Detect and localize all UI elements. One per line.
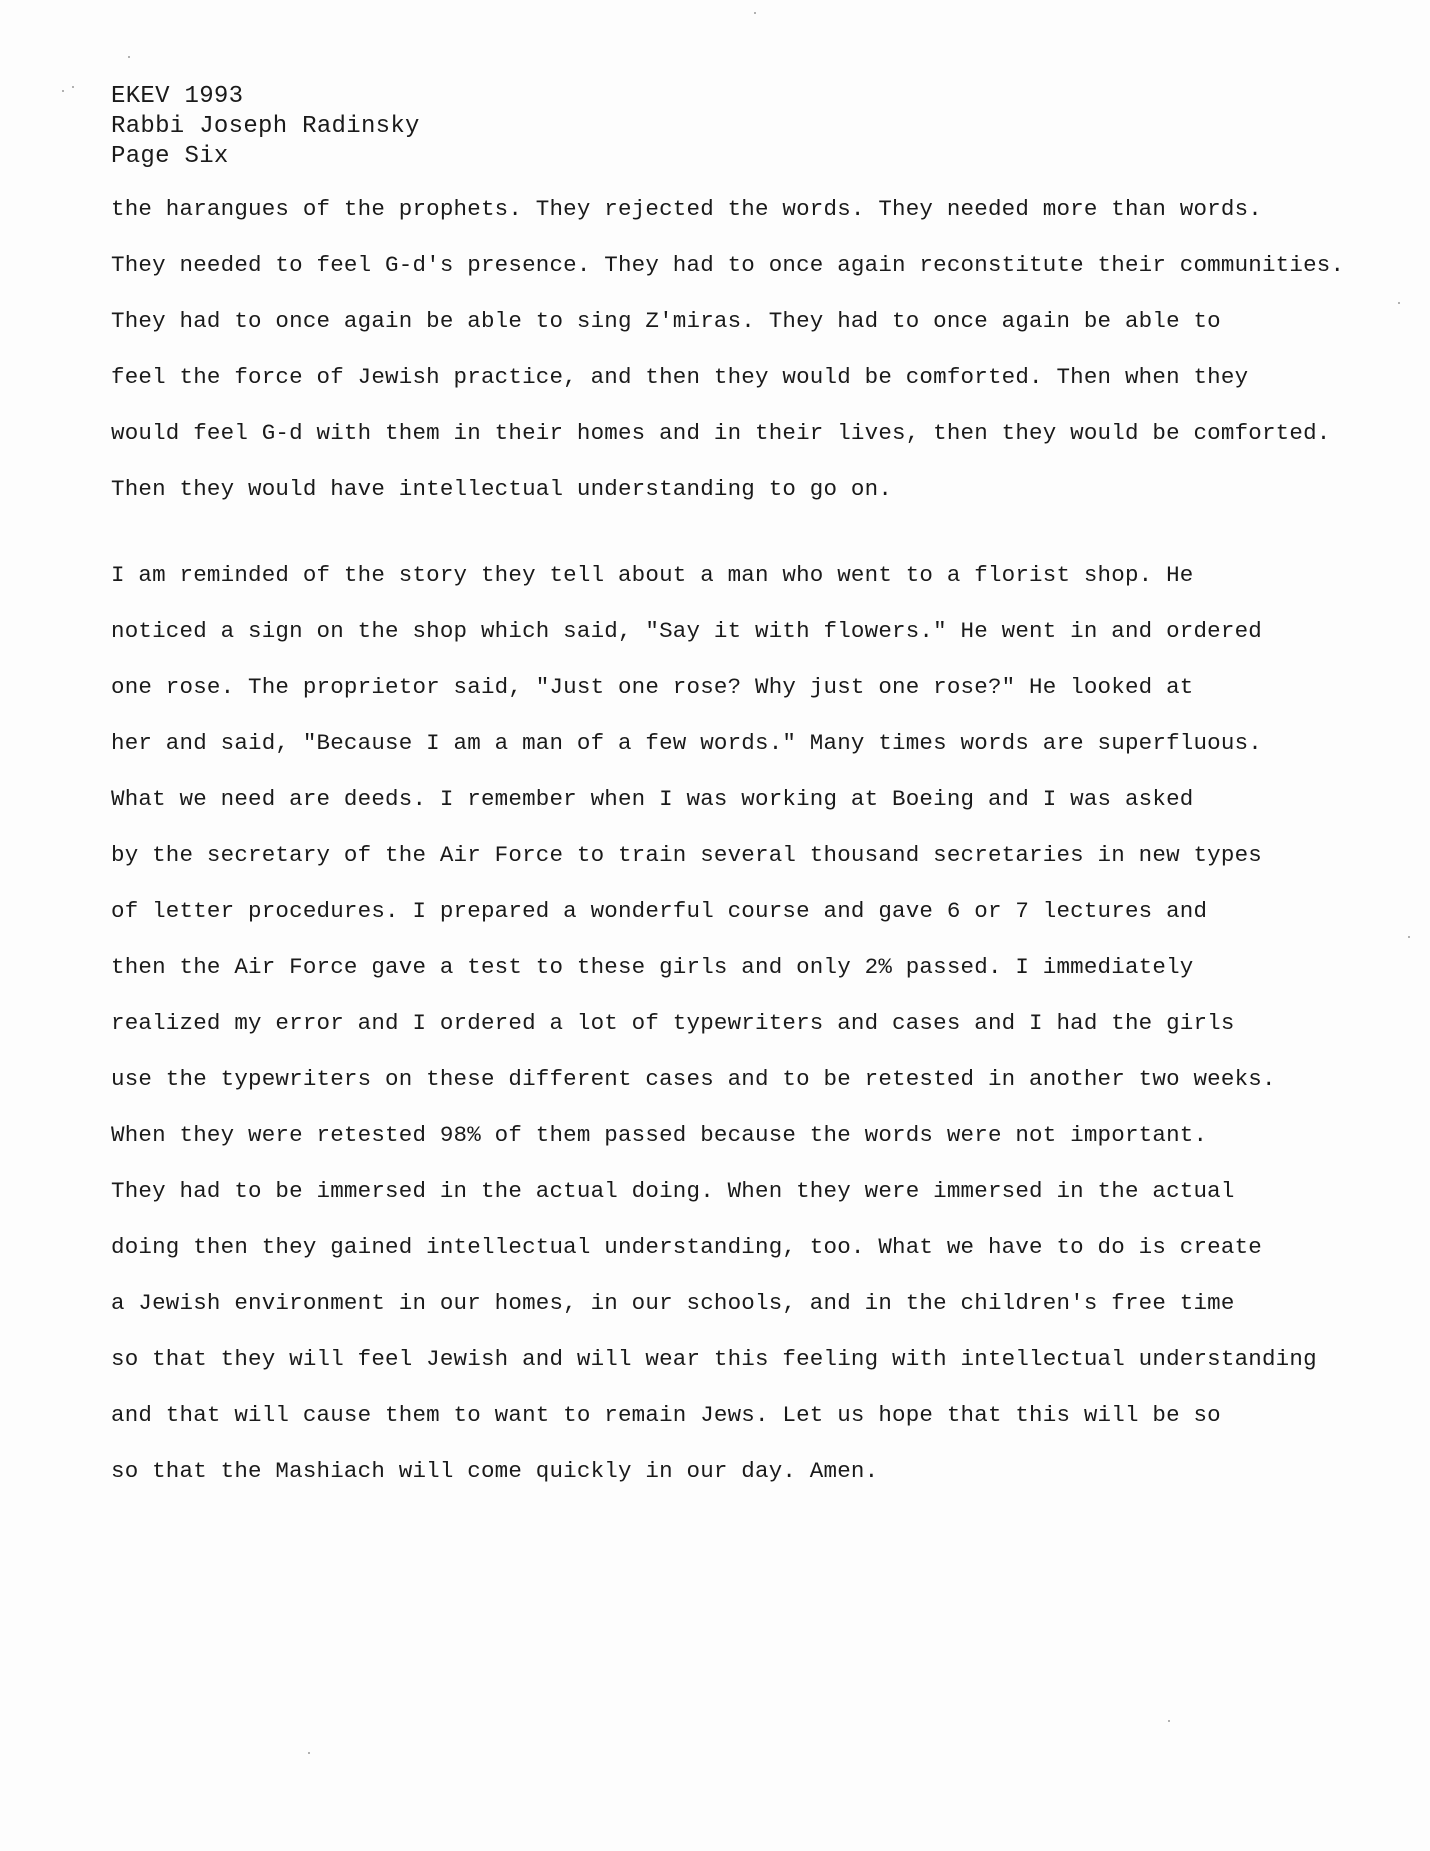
- text-line: doing then they gained intellectual understanding, too. What we have to do is create: [111, 1234, 1262, 1260]
- header-page-number: Page Six: [111, 143, 229, 170]
- scan-speck: [1408, 936, 1410, 938]
- text-line: When they were retested 98% of them passed because the words were not important.: [111, 1122, 1208, 1148]
- text-line: use the typewriters on these different cases and to be retested in another two weeks.: [111, 1066, 1276, 1092]
- scan-speck: [62, 90, 64, 92]
- text-line: so that the Mashiach will come quickly in our day. Amen.: [111, 1458, 879, 1484]
- scan-speck: [754, 12, 756, 14]
- text-line: feel the force of Jewish practice, and then they would be comforted. Then when they: [111, 364, 1249, 390]
- document-header: [111, 82, 420, 172]
- paragraph-2: [111, 547, 1351, 1499]
- text-line: the harangues of the prophets. They rejected the words. They needed more than words.: [111, 196, 1262, 222]
- text-line: a Jewish environment in our homes, in our schools, and in the children's free time: [111, 1290, 1235, 1316]
- text-line: her and said, "Because I am a man of a few words." Many times words are superfluous.: [111, 730, 1262, 756]
- text-line: They had to be immersed in the actual doing. When they were immersed in the actual: [111, 1178, 1235, 1204]
- text-line: They had to once again be able to sing Z'miras. They had to once again be able to: [111, 308, 1221, 334]
- scan-speck: [128, 56, 130, 58]
- header-author: Rabbi Joseph Radinsky: [111, 113, 420, 140]
- text-line: one rose. The proprietor said, "Just one rose? Why just one rose?" He looked at: [111, 674, 1194, 700]
- text-line: realized my error and I ordered a lot of typewriters and cases and I had the girls: [111, 1010, 1235, 1036]
- text-line: They needed to feel G-d's presence. They had to once again reconstitute their communities.: [111, 252, 1345, 278]
- text-line: so that they will feel Jewish and will wear this feeling with intellectual understanding: [111, 1346, 1317, 1372]
- text-line: I am reminded of the story they tell about a man who went to a florist shop. He: [111, 562, 1194, 588]
- header-title: EKEV 1993: [111, 83, 244, 110]
- scan-speck: [1168, 1720, 1170, 1722]
- paragraph-1: [111, 181, 1351, 517]
- text-line: would feel G-d with them in their homes and in their lives, then they would be comforted.: [111, 420, 1331, 446]
- text-line: and that will cause them to want to remain Jews. Let us hope that this will be so: [111, 1402, 1221, 1428]
- text-line: of letter procedures. I prepared a wonderful course and gave 6 or 7 lectures and: [111, 898, 1208, 924]
- text-line: What we need are deeds. I remember when I was working at Boeing and I was asked: [111, 786, 1194, 812]
- scan-speck: [1398, 302, 1400, 304]
- scan-speck: [72, 86, 74, 88]
- text-line: by the secretary of the Air Force to train several thousand secretaries in new types: [111, 842, 1262, 868]
- text-line: Then they would have intellectual understanding to go on.: [111, 476, 893, 502]
- text-line: noticed a sign on the shop which said, "Say it with flowers." He went in and ordered: [111, 618, 1262, 644]
- scan-speck: [308, 1752, 310, 1754]
- text-line: then the Air Force gave a test to these girls and only 2% passed. I immediately: [111, 954, 1194, 980]
